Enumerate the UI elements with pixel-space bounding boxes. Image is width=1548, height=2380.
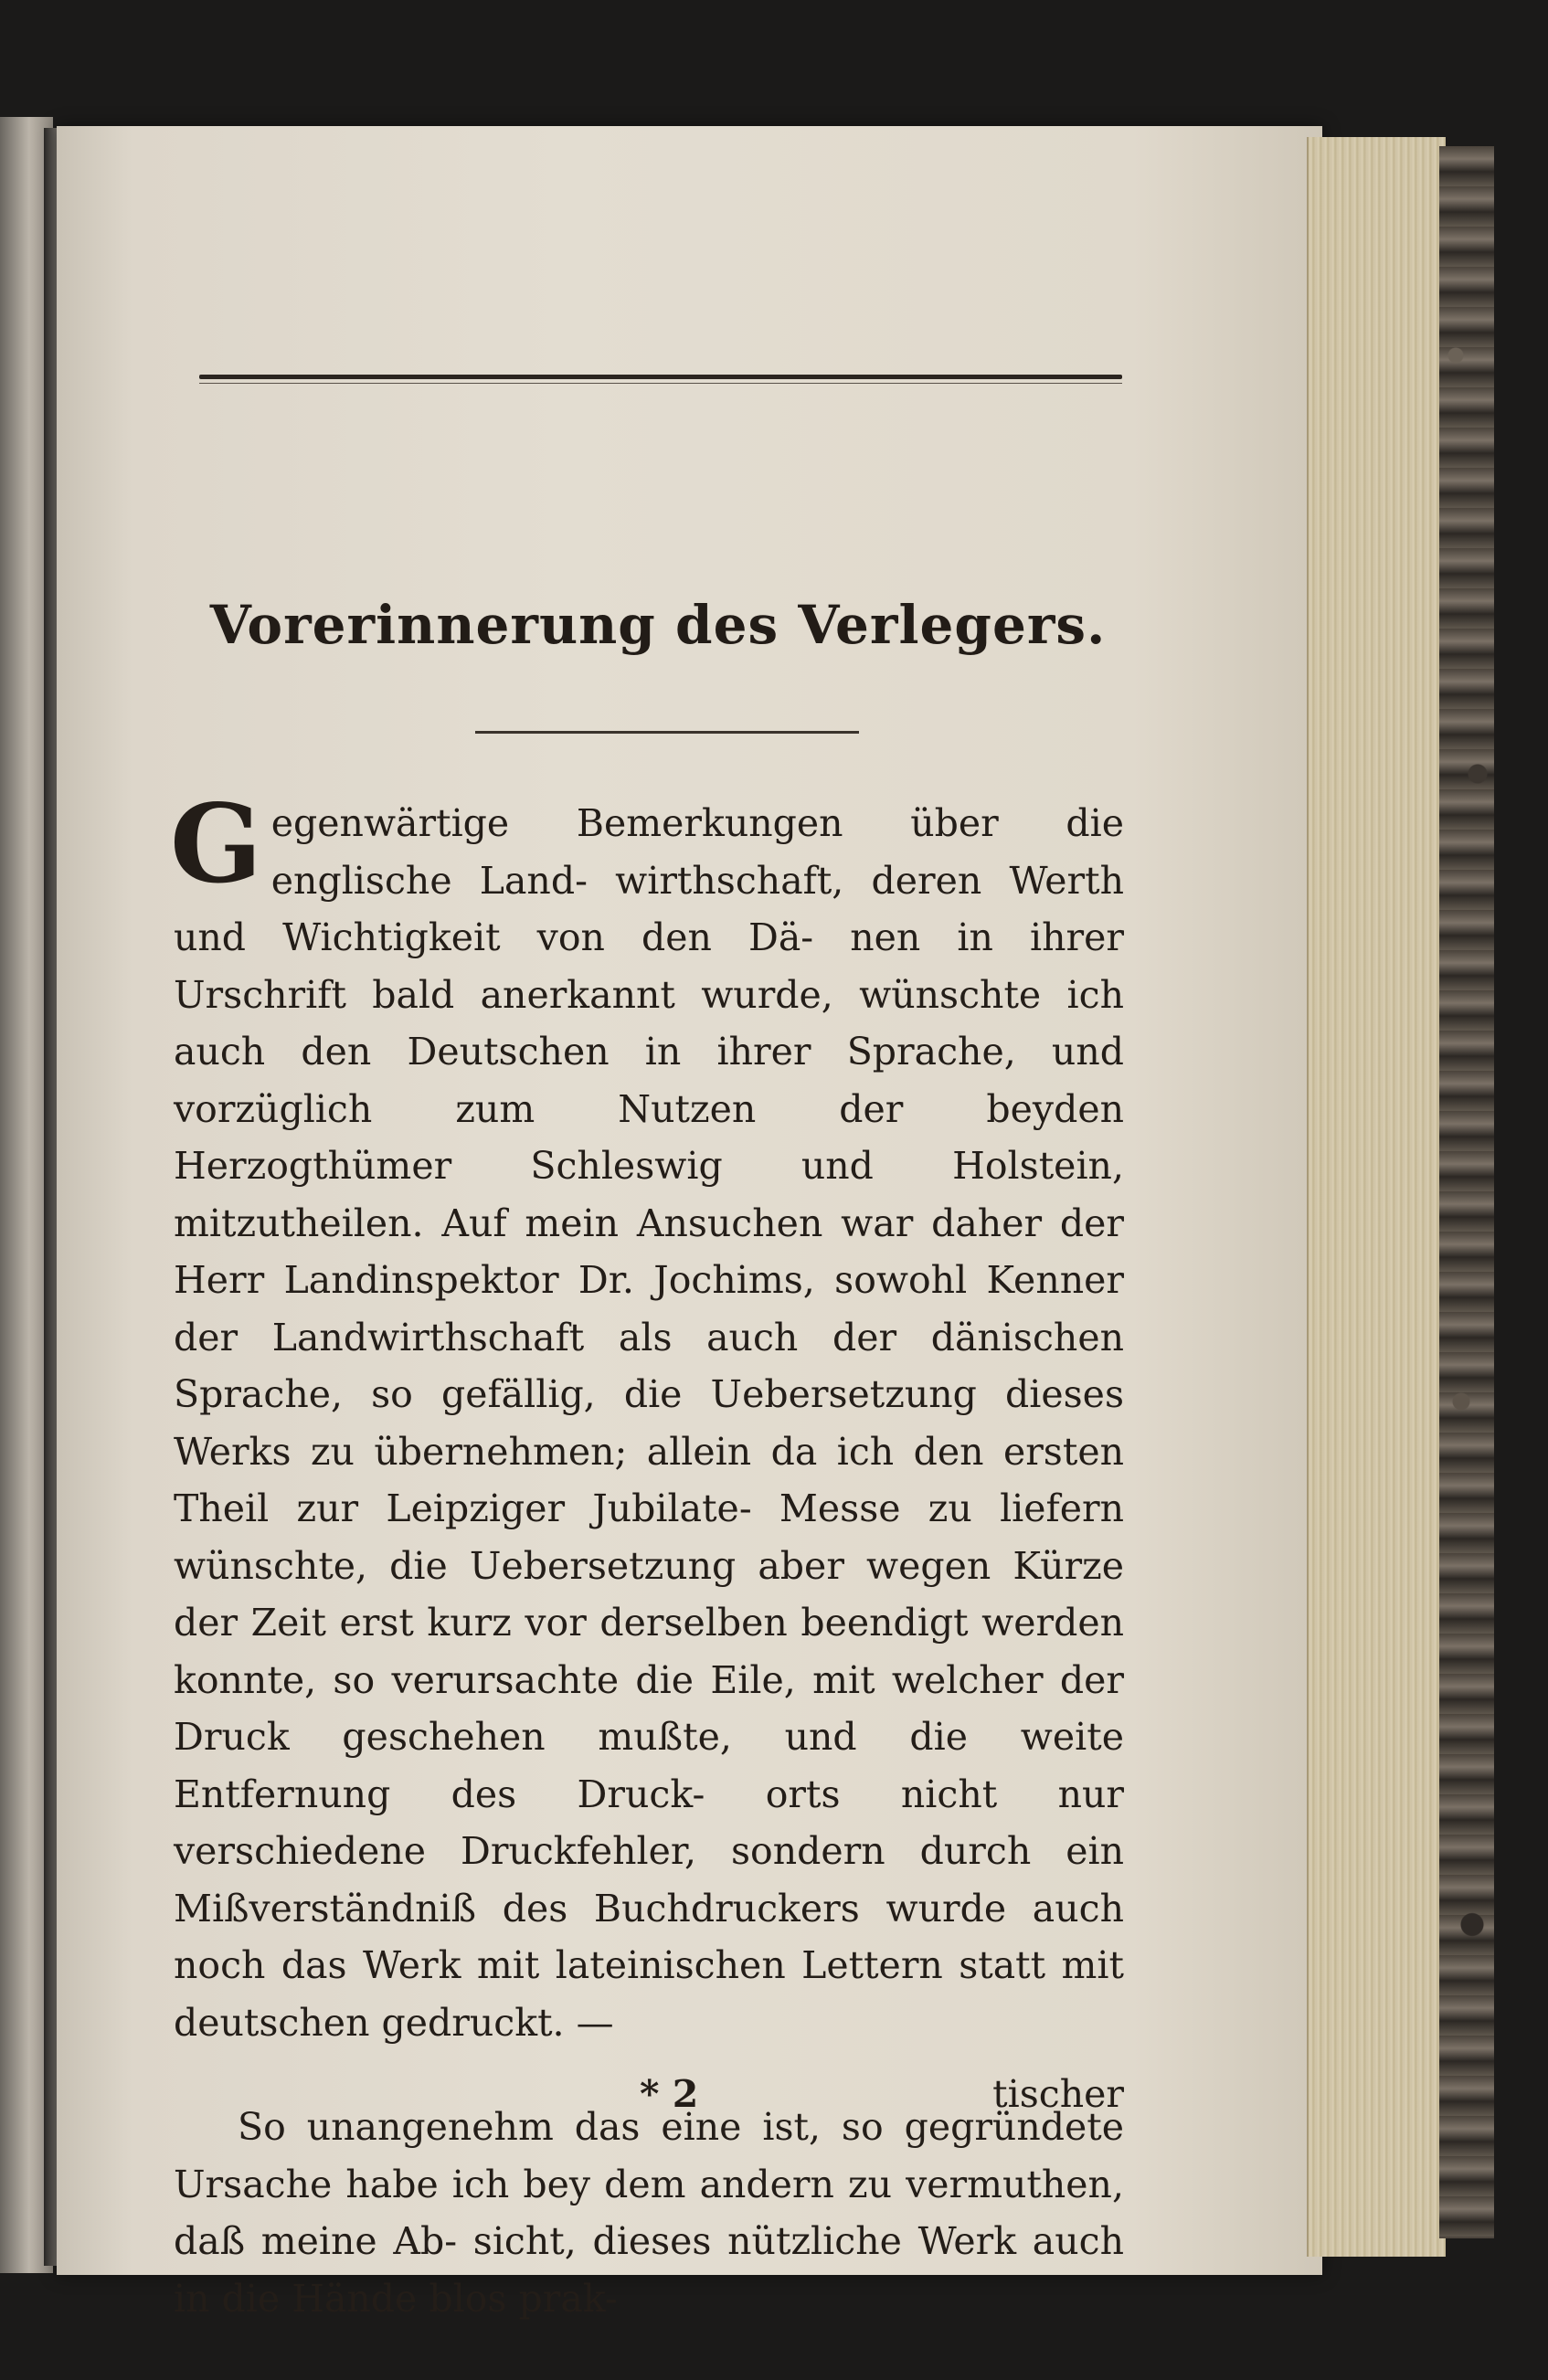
paragraph-2: So unangenehm das eine ist, so gegründete Ursache habe ich bey dem andern zu vermuthen, daß meine Ab- sicht, dieses nützliche Werk auch in die Hände blos prak- xyxy=(174,2105,1124,2321)
heading-rule xyxy=(475,731,859,734)
paragraph-1 xyxy=(170,780,1124,2051)
top-rule xyxy=(199,375,1122,379)
drop-cap: G xyxy=(170,780,262,907)
signature-mark: * 2 xyxy=(640,2072,699,2116)
page-heading: Vorerinnerung des Verlegers. xyxy=(209,594,1107,656)
page-fore-edge xyxy=(1307,137,1446,2257)
marbled-cover-edge xyxy=(1439,146,1494,2238)
page-footer xyxy=(174,2072,1124,2127)
paragraph-1-text: egenwärtige Bemerkungen über die englische Land- wirthschaft, deren Werth und Wichtigkeit von den Dä- nen in ihrer Urschrift bald anerkannt wurde, wünschte ich auch den Deutschen in ihrer Sprache, und vorzüglich zum Nutzen der beyden Herzogthümer Schleswig und Holstein, mitzutheilen. Auf mein Ansuchen war daher der Herr Landinspektor Dr. Jochims, sowohl Kenner der Landwirthschaft als auch der dänischen Sprache, so gefällig, die Uebersetzung dieses Werks zu übernehmen; allein da ich den ersten Theil zur Leipziger Jubilate- Messe zu liefern wünschte, die Uebersetzung aber wegen Kürze der Zeit erst kurz vor derselben beendigt werden konnte, so verursachte die Eile, mit welcher der Druck geschehen mußte, und die weite Entfernung des Druck- orts nicht nur verschiedene Druckfehler, sondern durch ein Mißverständniß des Buchdruckers wurde auch noch das Werk mit lateinischen Lettern statt mit deutschen gedruckt. — xyxy=(174,801,1124,2045)
catchword: tischer xyxy=(992,2072,1124,2116)
